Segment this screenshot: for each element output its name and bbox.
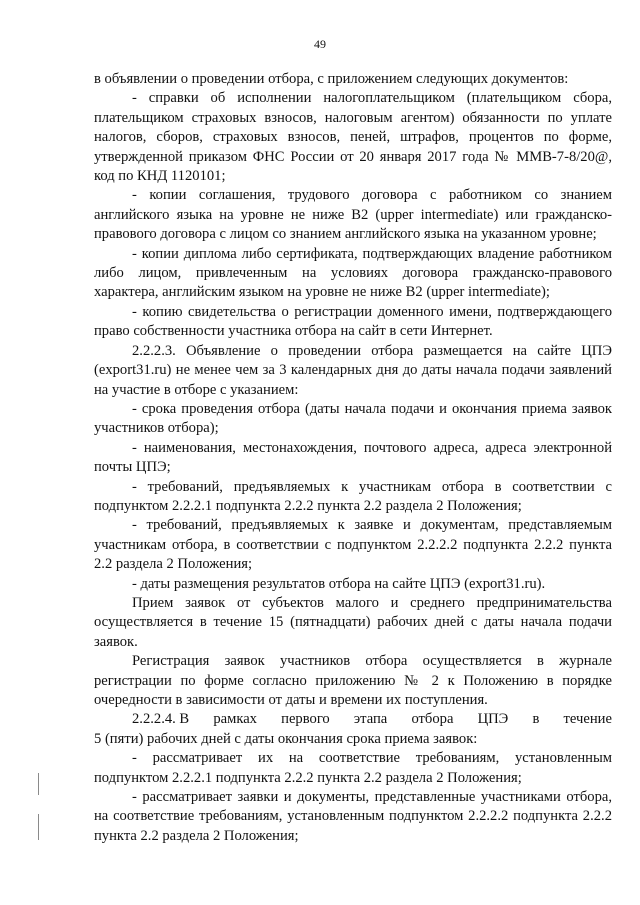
stage-word: 2.2.2.4. В bbox=[132, 711, 190, 728]
stage-word: первого bbox=[281, 711, 330, 728]
list-item-tax-certificate: - справки об исполнении налогоплательщиком (плательщиком сбора, плательщиком страховых взносов, налоговым агентом) обязанности по уплате налогов, сборов, страховых взносов, пеней, штрафов, процентов по форме, утвержденной приказом ФНС России от 20 января 2017 года № ММВ-7-8/20@, код по КНД 1120101; bbox=[94, 90, 612, 185]
page-number: 49 bbox=[314, 37, 326, 51]
list-item-diploma-copy: - копии диплома либо сертификата, подтверждающих владение работником либо лицом, привлеченным на условиях договора гражданско-правового характера, английским языком на уровне не ниже B2 (upper intermediate); bbox=[94, 245, 612, 301]
list-item-contacts: - наименования, местонахождения, почтового адреса, адреса электронной почты ЦПЭ; bbox=[94, 439, 612, 476]
list-item-application-requirements: - требований, предъявляемых к заявке и документам, представляемым участникам отбора, в соответствии с подпунктом 2.2.2.2 подпункта 2.2.2 пункта 2.2 раздела 2 Положения; bbox=[94, 517, 612, 573]
list-item-employment-agreement: - копии соглашения, трудового договора с работником со знанием английского языка на уровне не ниже B2 (upper intermediate) или гражданско-правового договора с лицом со знанием английского языка на указанном уровне; bbox=[94, 187, 612, 243]
stage-word: течение bbox=[563, 711, 612, 728]
list-item-check-documents: - рассматривает заявки и документы, представленные участниками отбора, на соответствие требованиям, установленным подпунктом 2.2.2.2 подпункта 2.2.2 пункта 2.2 раздела 2 Положения; bbox=[94, 789, 612, 844]
paragraph-intro: в объявлении о проведении отбора, с приложением следующих документов: bbox=[94, 71, 569, 87]
stage-word: ЦПЭ bbox=[477, 711, 509, 728]
stage-word: этапа bbox=[353, 711, 388, 728]
paragraph-2-2-2-3: 2.2.2.3. Объявление о проведении отбора размещается на сайте ЦПЭ (export31.ru) не менее чем за 3 календарных дня до даты начала подачи заявлений на участие в отборе с указанием: bbox=[94, 342, 612, 398]
stage-word: в bbox=[532, 711, 540, 728]
scan-margin-mark bbox=[38, 814, 39, 840]
list-item-selection-period: - срока проведения отбора (даты начала подачи и окончания приема заявок участников отбора); bbox=[94, 400, 612, 437]
stage-word: отбора bbox=[411, 711, 454, 728]
scan-margin-mark bbox=[38, 773, 39, 795]
list-item-check-requirements: - рассматривает их на соответствие требованиям, установленным подпунктом 2.2.2.1 подпункта 2.2.2 пункта 2.2 раздела 2 Положения; bbox=[94, 750, 612, 786]
list-item-results-date: - даты размещения результатов отбора на сайте ЦПЭ (export31.ru). bbox=[132, 575, 546, 592]
paragraph-registration: Регистрация заявок участников отбора осуществляется в журнале регистрации по форме согласно приложению № 2 к Положению в порядке очередности в зависимости от даты и времени их поступления. bbox=[94, 653, 612, 708]
stage-word: рамках bbox=[213, 711, 257, 728]
paragraph-application-intake: Прием заявок от субъектов малого и среднего предпринимательства осуществляется в течение 15 (пятнадцати) рабочих дней с даты начала подачи заявок. bbox=[94, 594, 612, 650]
document-body bbox=[94, 70, 612, 846]
paragraph-2-2-2-4-first-line bbox=[94, 710, 612, 729]
paragraph-2-2-2-4-continuation: 5 (пяти) рабочих дней с даты окончания срока приема заявок: bbox=[94, 730, 478, 747]
list-item-participant-requirements: - требований, предъявляемых к участникам отбора в соответствии с подпунктом 2.2.2.1 подпункта 2.2.2 пункта 2.2 раздела 2 Положения; bbox=[94, 478, 612, 514]
list-item-domain-certificate: - копию свидетельства о регистрации доменного имени, подтверждающего право собственности участника отбора на сайт в сети Интернет. bbox=[94, 303, 612, 340]
